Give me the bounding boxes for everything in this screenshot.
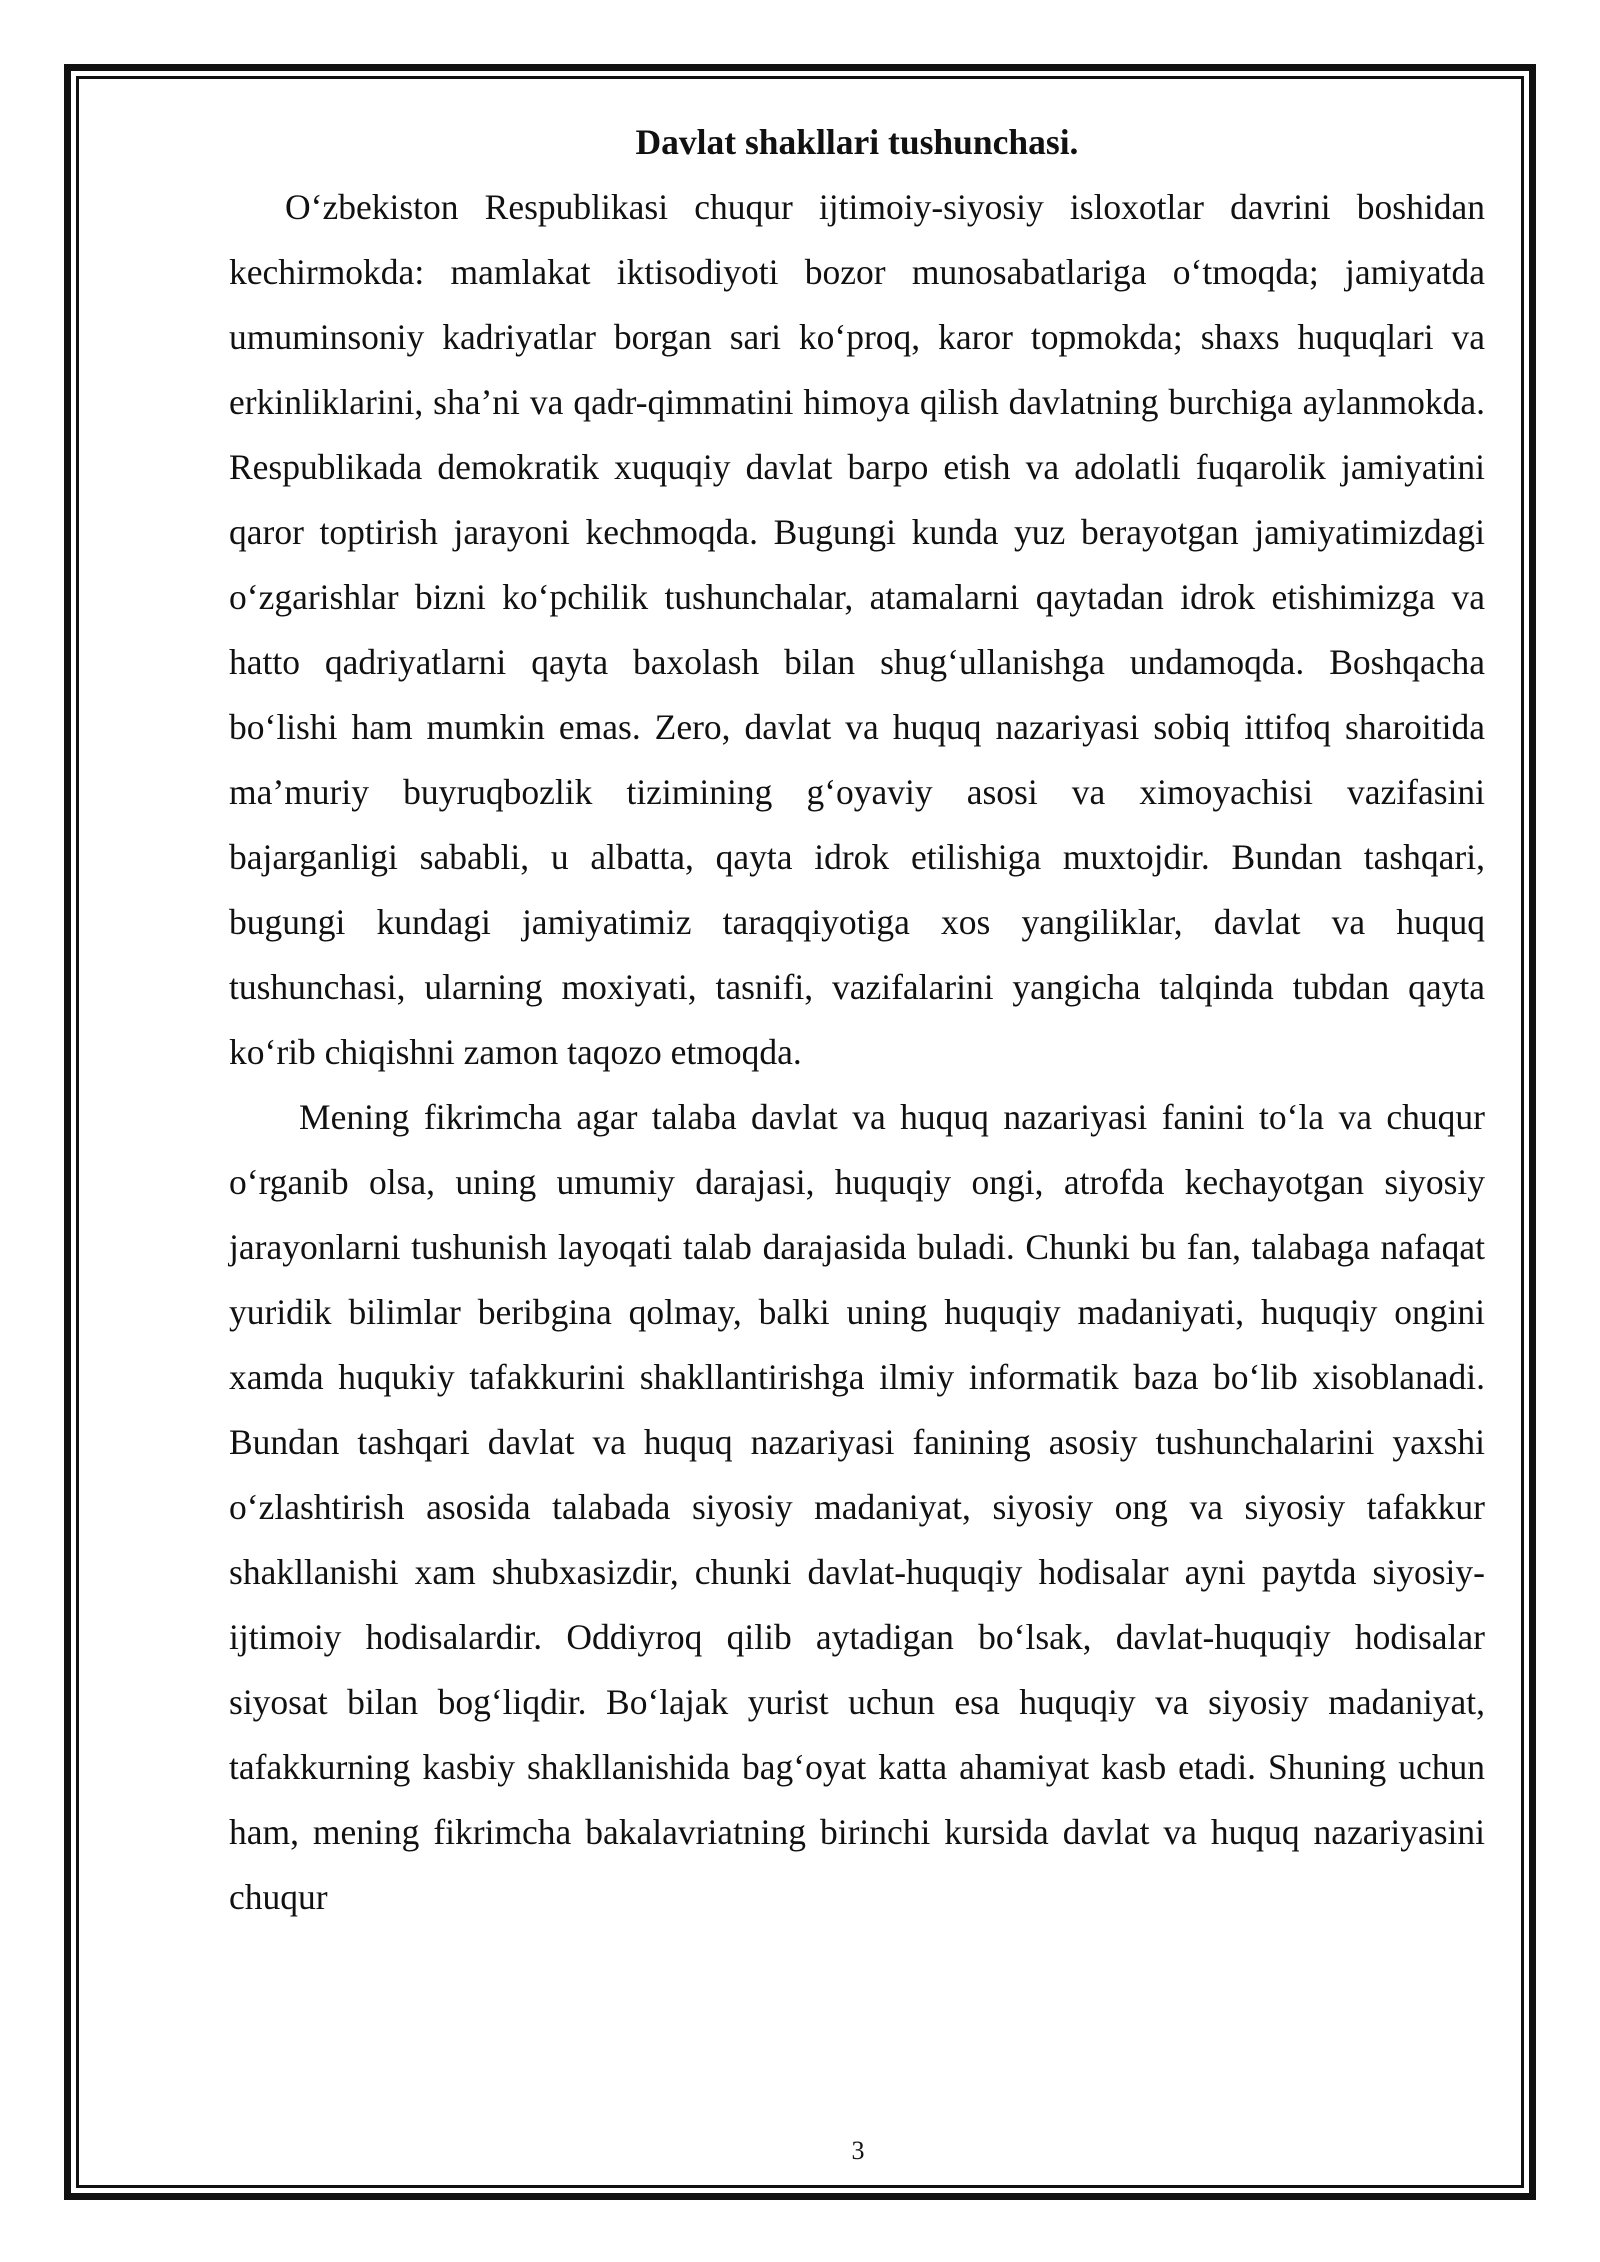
page-number: 3 (851, 2136, 865, 2165)
paragraph-2: Mening fikrimcha agar talaba davlat va huquq nazariyasi fanini to‘la va chuqur o‘rganib olsa, uning umumiy darajasi, huquqiy ongi, atrofda kechayotgan siyosiy jarayonlarni tushunish layoqati talab darajasida buladi. Chunki bu fan, talabaga nafaqat yuridik bilimlar beribgina qolmay, balki uning huquqiy madaniyati, huquqiy ongini xamda huqukiy tafakkurini shakllantirishga ilmiy informatik baza bo‘lib xisoblanadi. Bundan tashqari davlat va huquq nazariyasi fanining asosiy tushunchalarini yaxshi o‘zlashtirish asosida talabada siyosiy madaniyat, siyosiy ong va siyosiy tafakkur shakllanishi xam shubxasizdir, chunki davlat-huquqiy hodisalar ayni paytda siyosiy-ijtimoiy hodisalardir. Oddiyroq qilib aytadigan bo‘lsak, davlat-huquqiy hodisalar siyosat bilan bog‘liqdir. Bo‘lajak yurist uchun esa huquqiy va siyosiy madaniyat, tafakkurning kasbiy shakllanishida bag‘oyat katta ahamiyat kasb etadi. Shuning uchun ham, mening fikrimcha bakalavriatning birinchi kursida davlat va huquq nazariyasini chuqur (229, 1097, 1485, 1917)
document-body (229, 110, 1485, 1930)
document-title: Davlat shakllari tushunchasi. (635, 122, 1079, 162)
paragraph-1: O‘zbekiston Respublikasi chuqur ijtimoiy-siyosiy isloxotlar davrini boshidan kechirmokda: mamlakat iktisodiyoti bozor munosabatlariga o‘tmoqda; jamiyatda umuminsoniy kadriyatlar borgan sari ko‘proq, karor topmokda; shaxs huquqlari va erkinliklarini, sha’ni va qadr-qimmatini himoya qilish davlatning burchiga aylanmokda. Respublikada demokratik xuquqiy davlat barpo etish va adolatli fuqarolik jamiyatini qaror toptirish jarayoni kechmoqda. Bugungi kunda yuz berayotgan jamiyatimizdagi o‘zgarishlar bizni ko‘pchilik tushunchalar, atamalarni qaytadan idrok etishimizga va hatto qadriyatlarni qayta baxolash bilan shug‘ullanishga undamoqda. Boshqacha bo‘lishi ham mumkin emas. Zero, davlat va huquq nazariyasi sobiq ittifoq sharoitida ma’muriy buyruqbozlik tizimining g‘oyaviy asosi va ximoyachisi vazifasini bajarganligi sababli, u albatta, qayta idrok etilishiga muxtojdir. Bundan tashqari, bugungi kundagi jamiyatimiz taraqqiyotiga xos yangiliklar, davlat va huquq tushunchasi, ularning moxiyati, tasnifi, vazifalarini yangicha talqinda tubdan qayta ko‘rib chiqishni zamon taqozo etmoqda. (229, 187, 1485, 1072)
